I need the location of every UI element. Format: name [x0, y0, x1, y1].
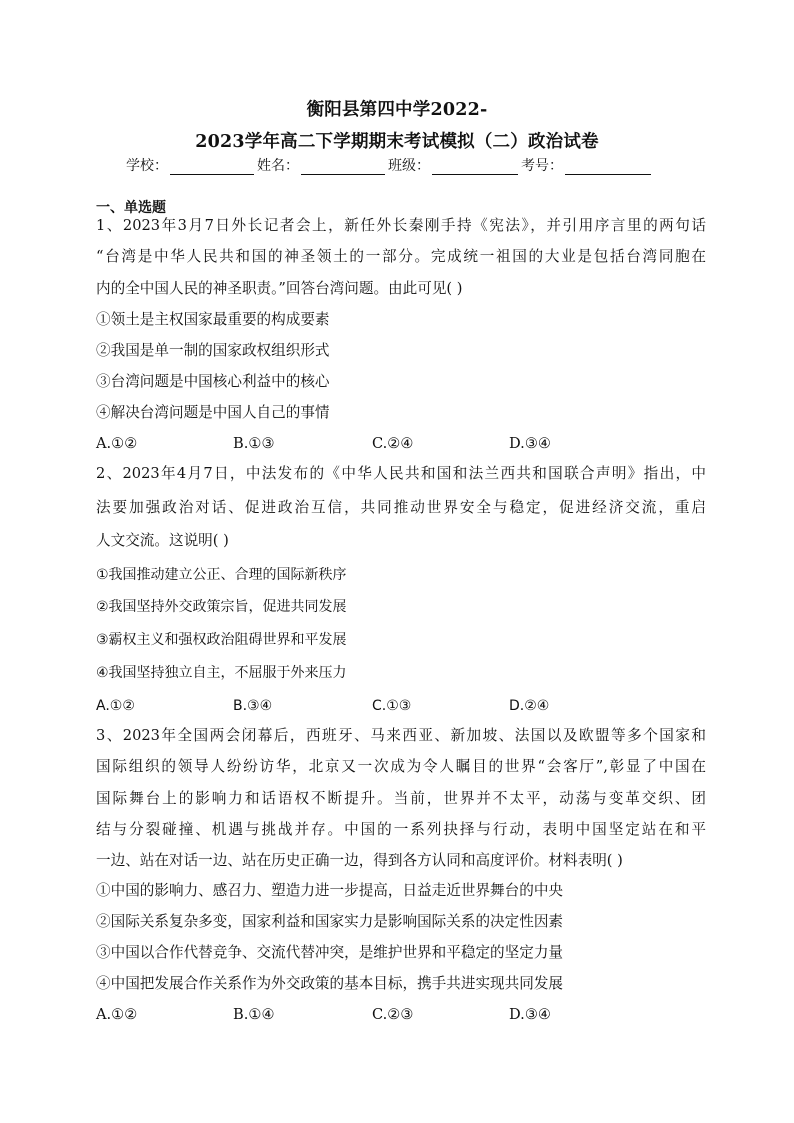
q1-option-b[interactable]: B.①③	[233, 435, 275, 452]
q2-choice-item: ①我国推动建立公正、合理的国际新秩序	[96, 567, 347, 583]
q3-option-c[interactable]: C.②③	[372, 1006, 414, 1023]
q1-choice-item: ①领土是主权国家最重要的构成要素	[96, 311, 330, 328]
q3-stem-line: 一边、站在对话一边、站在历史正确一边，得到各方认同和高度评价。材料表明( )	[96, 852, 623, 869]
q3-option-d[interactable]: D.③④	[509, 1006, 551, 1023]
q3-stem-line: 3、2023年全国两会闭幕后，西班牙、马来西亚、新加坡、法国以及欧盟等多个国家和	[96, 727, 706, 744]
q1-choice-item: ②我国是单一制的国家政权组织形式	[96, 342, 330, 359]
exam-number-label: 考号：	[521, 158, 563, 174]
q1-choice-item: ④解决台湾问题是中国人自己的事情	[96, 404, 330, 421]
q3-stem-line: 国际舞台上的影响力和话语权不断提升。当前，世界并不太平，动荡与变革交织、团	[96, 790, 706, 807]
q2-stem-line: 人文交流。这说明( )	[96, 532, 229, 549]
q1-option-d[interactable]: D.③④	[509, 435, 551, 452]
class-blank[interactable]	[432, 158, 518, 175]
q2-choice-item: ③霸权主义和强权政治阻碍世界和平发展	[96, 632, 347, 648]
q3-stem-line: 结与分裂碰撞、机遇与挑战并存。中国的一系列抉择与行动，表明中国坚定站在和平	[96, 821, 706, 838]
q2-option-b[interactable]: B.③④	[233, 698, 273, 714]
name-blank[interactable]	[301, 158, 385, 175]
q1-option-c[interactable]: C.②④	[372, 435, 414, 452]
q3-choice-item: ①中国的影响力、感召力、塑造力进一步提高，日益走近世界舞台的中央	[96, 882, 564, 899]
name-label: 姓名：	[257, 158, 299, 174]
section-title: 一、单选题	[96, 200, 166, 216]
q3-choice-item: ④中国把发展合作关系作为外交政策的基本目标，携手共进实现共同发展	[96, 975, 564, 992]
q2-choice-item: ②我国坚持外交政策宗旨，促进共同发展	[96, 599, 347, 615]
student-info-row	[126, 155, 686, 175]
q1-stem-line: 1、2023年3月7日外长记者会上，新任外长秦刚手持《宪法》，并引用序言里的两句话	[96, 217, 706, 234]
q2-option-c[interactable]: C.①③	[372, 698, 412, 714]
school-label: 学校：	[126, 158, 168, 174]
exam-title-line2: 2023学年高二下学期期末考试模拟（二）政治试卷	[195, 132, 599, 152]
exam-title-line1: 衡阳县第四中学2022-	[306, 100, 488, 120]
class-label: 班级：	[388, 158, 430, 174]
q2-stem-line: 2、2023年4月7日，中法发布的《中华人民共和国和法兰西共和国联合声明》指出，中	[96, 465, 706, 482]
q3-stem-line: 国际组织的领导人纷纷访华，北京又一次成为令人瞩目的世界“会客厅”,彰显了中国在	[96, 758, 706, 775]
q1-option-a[interactable]: A.①②	[96, 435, 138, 452]
q2-option-d[interactable]: D.②④	[509, 698, 550, 714]
q3-option-a[interactable]: A.①②	[96, 1006, 138, 1023]
q2-choice-item: ④我国坚持独立自主，不屈服于外来压力	[96, 665, 347, 681]
q3-choice-item: ②国际关系复杂多变，国家利益和国家实力是影响国际关系的决定性因素	[96, 913, 564, 930]
school-blank[interactable]	[170, 158, 254, 175]
q1-stem-line: “台湾是中华人民共和国的神圣领土的一部分。完成统一祖国的大业是包括台湾同胞在	[96, 248, 706, 265]
q3-choice-item: ③中国以合作代替竞争、交流代替冲突，是维护世界和平稳定的坚定力量	[96, 944, 564, 961]
q2-option-a[interactable]: A.①②	[96, 698, 135, 714]
q3-option-b[interactable]: B.①④	[233, 1006, 275, 1023]
q2-stem-line: 法要加强政治对话、促进政治互信，共同推动世界安全与稳定，促进经济交流，重启	[96, 499, 706, 516]
exam-number-blank[interactable]	[565, 158, 651, 175]
q1-choice-item: ③台湾问题是中国核心利益中的核心	[96, 373, 330, 390]
q1-stem-line: 内的全中国人民的神圣职责。”回答台湾问题。由此可见( )	[96, 280, 463, 297]
